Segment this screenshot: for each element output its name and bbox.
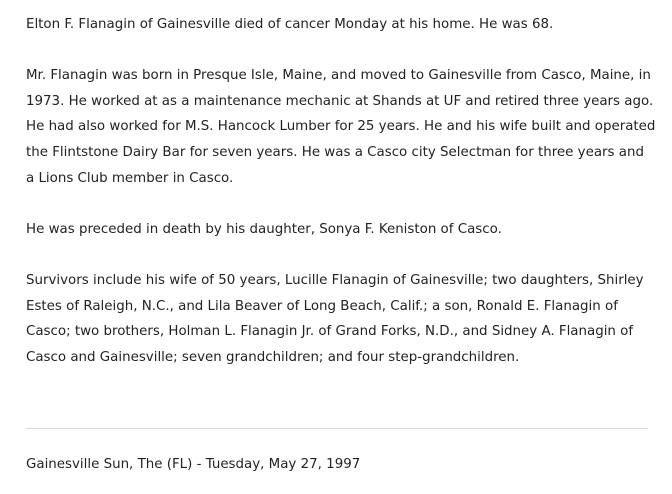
obituary-article (26, 12, 656, 396)
source-citation: Gainesville Sun, The (FL) - Tuesday, May 27, 1997 (26, 457, 361, 472)
obituary-paragraph-biography: Mr. Flanagin was born in Presque Isle, Maine, and moved to Gainesville from Casco, Maine, in 1973. He worked at as a maintenance mechanic at Shands at UF and retired three years ago. He had also worked for M.S. Hancock Lumber for 25 years. He and his wife built and operated the Flintstone Dairy Bar for seven years. He was a Casco city Selectman for three years and a Lions Club member in Casco. (26, 68, 656, 186)
obituary-paragraph-preceded-in-death: He was preceded in death by his daughter, Sonya F. Keniston of Casco. (26, 221, 502, 237)
obituary-paragraph-survivors: Survivors include his wife of 50 years, Lucille Flanagin of Gainesville; two daughters, Shirley Estes of Raleigh, N.C., and Lila Beaver of Long Beach, Calif.; a son, Ronald E. Flanagin of Casco; two brothers, Holman L. Flanagin Jr. of Grand Forks, N.D., and Sidney A. Flanagin of Casco and Gainesville; seven grandchildren; and four step-grandchildren. (26, 272, 644, 365)
obituary-paragraph-death-notice: Elton F. Flanagin of Gainesville died of cancer Monday at his home. He was 68. (26, 17, 554, 32)
divider (26, 428, 648, 429)
